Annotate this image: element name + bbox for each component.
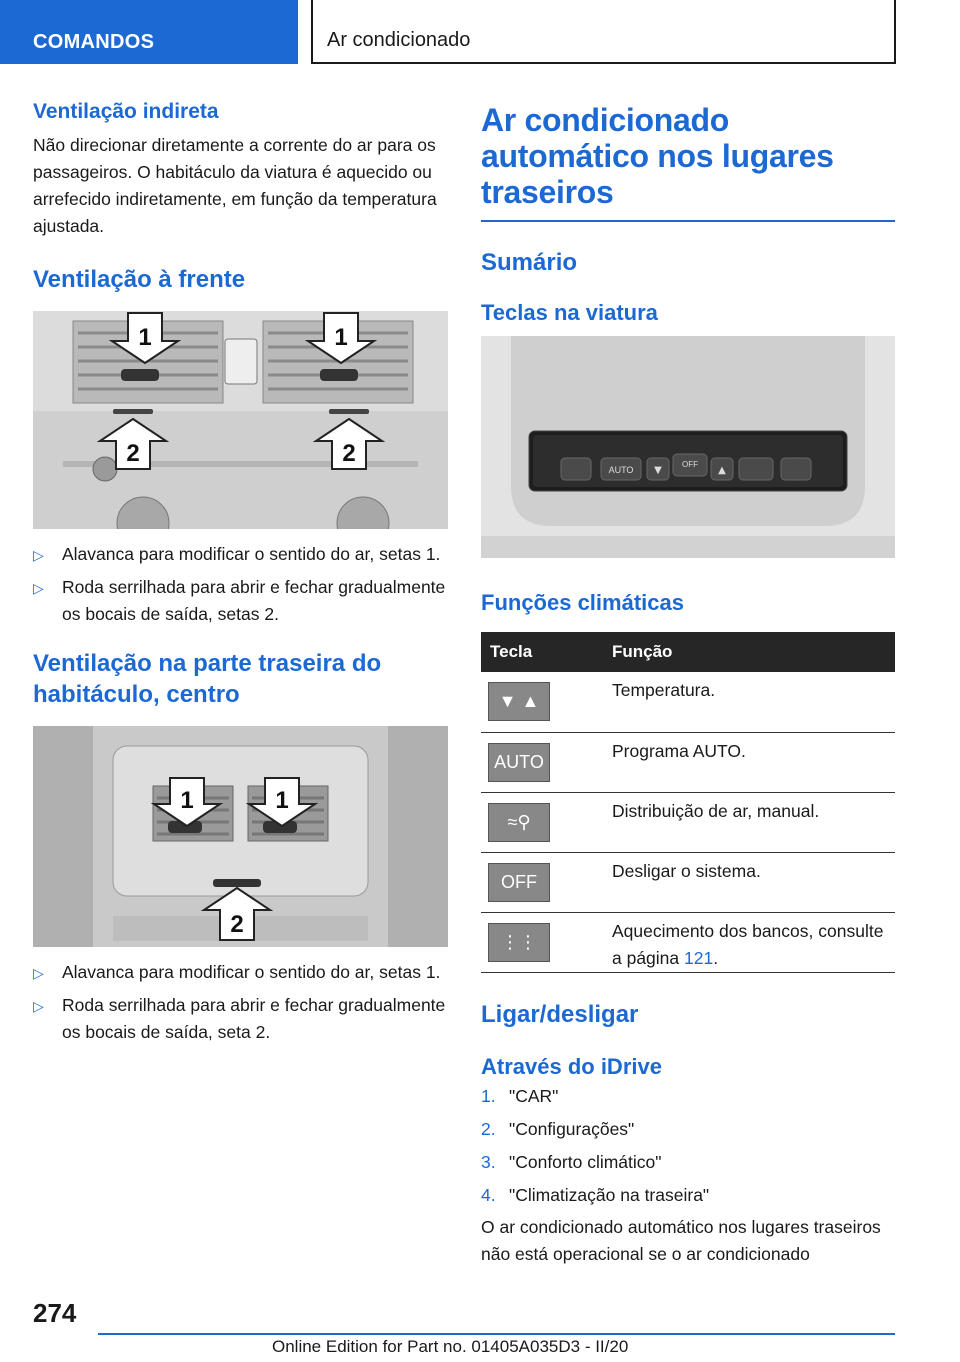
page-number: 274 <box>33 1298 77 1328</box>
list-item: 3. "Conforto climático" <box>481 1151 662 1172</box>
list-item: 2. "Configurações" <box>481 1118 635 1139</box>
list-item: ▷ Alavanca para modificar o sentido do ar, setas 1. <box>33 541 448 568</box>
idrive-title: Através do iDrive <box>481 1053 662 1079</box>
indirect-title: Ventilação indireta <box>33 100 219 123</box>
front-callout-1b: 1 <box>334 324 348 351</box>
rear-vent-photo <box>33 726 448 947</box>
front-vent-photo <box>33 311 448 529</box>
triangle-bullet-icon: ▷ <box>33 580 44 596</box>
section-label: COMANDOS <box>33 31 155 53</box>
indirect-text: Não direcionar diretamente a corrente do ar para os passageiros. O habitáculo da viatura é aquecido ou arrefecido indiretamente, em função da temperatura ajustada. <box>33 135 437 236</box>
svg-text:▲: ▲ <box>718 465 726 476</box>
right-column <box>481 102 895 1268</box>
table-row: AUTO Programa AUTO. <box>481 732 895 792</box>
rear-title: Ventilação na parte traseira do habitáculo, centro <box>33 650 382 708</box>
keys-title: Teclas na viatura <box>481 300 658 325</box>
seat-heating-icon: ⋮⋮ <box>488 923 550 962</box>
functions-title: Funções climáticas <box>481 590 684 615</box>
table-row: ⋮⋮ Aquecimento dos bancos, consulte a página 121. <box>481 912 895 972</box>
table-row: ▼ ▲ Temperatura. <box>481 672 895 732</box>
rear-callout-2: 2 <box>230 911 244 938</box>
temperature-arrows-icon: ▼ ▲ <box>488 682 550 721</box>
table-header-row <box>481 632 895 672</box>
summary-title: Sumário <box>481 249 578 276</box>
table-row: ≈⚲ Distribuição de ar, manual. <box>481 792 895 852</box>
triangle-bullet-icon: ▷ <box>33 547 44 563</box>
table-header-key: Tecla <box>481 632 610 672</box>
list-item: ▷ Roda serrilhada para abrir e fechar gradualmente os bocais de saída, setas 2. <box>33 577 446 624</box>
chapter-label: Ar condicionado <box>327 29 471 51</box>
page-link-121[interactable]: 121 <box>684 947 714 968</box>
list-item: ▷ Roda serrilhada para abrir e fechar gradualmente os bocais de saída, seta 2. <box>33 995 446 1042</box>
triangle-bullet-icon: ▷ <box>33 965 44 981</box>
front-title: Ventilação à frente <box>33 266 246 293</box>
onoff-title: Ligar/desligar <box>481 1000 639 1028</box>
chapter-tab <box>311 0 896 64</box>
list-item: ▷ Alavanca para modificar o sentido do ar, setas 1. <box>33 959 448 986</box>
closing-text: O ar condicionado automático nos lugares traseiros não está operacional se o ar condicionado <box>481 1216 881 1264</box>
rear-climate-panel-photo <box>481 336 895 558</box>
functions-table <box>481 632 895 973</box>
list-item: 4. "Climatização na traseira" <box>481 1184 710 1205</box>
table-row: OFF Desligar o sistema. <box>481 852 895 912</box>
air-distribution-icon: ≈⚲ <box>488 803 550 842</box>
off-key-icon: OFF <box>488 863 550 902</box>
svg-text:▼: ▼ <box>654 465 662 476</box>
idrive-steps <box>481 1080 895 1212</box>
left-column <box>33 100 448 1052</box>
front-callout-2a: 2 <box>126 440 140 467</box>
triangle-bullet-icon: ▷ <box>33 998 44 1014</box>
main-title: Ar condicionado automático nos lugares traseiros <box>481 102 834 210</box>
front-callout-2b: 2 <box>342 440 356 467</box>
rear-callout-1b: 1 <box>275 787 289 814</box>
rear-callout-1a: 1 <box>180 787 194 814</box>
front-bullets <box>33 541 448 628</box>
footer-rule <box>98 1333 895 1335</box>
auto-key-icon: AUTO <box>488 743 550 782</box>
section-tab <box>0 0 298 64</box>
panel-auto-label: AUTO <box>608 465 634 475</box>
table-header-function: Função <box>610 632 895 672</box>
footer-edition: Online Edition for Part no. 01405A035D3 - II/20 <box>272 1337 629 1356</box>
list-item: 1. "CAR" <box>481 1085 559 1106</box>
rear-bullets <box>33 959 448 1046</box>
panel-off-label: OFF <box>682 460 698 469</box>
front-callout-1a: 1 <box>138 324 152 351</box>
title-underline <box>481 220 895 222</box>
